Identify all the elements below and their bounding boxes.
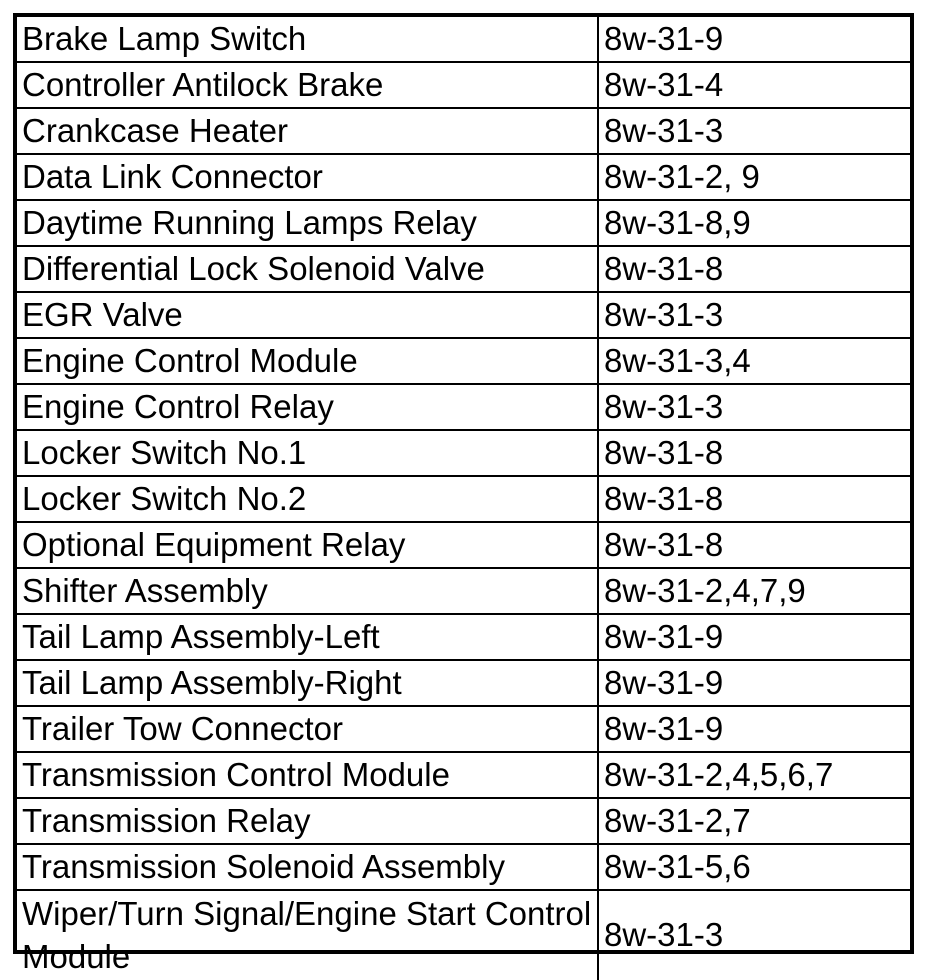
component-name-cell: Tail Lamp Assembly-Right bbox=[17, 660, 598, 706]
page-reference-cell: 8w-31-2,4,7,9 bbox=[598, 568, 910, 614]
component-name-cell: Optional Equipment Relay bbox=[17, 522, 598, 568]
component-name-cell: Engine Control Relay bbox=[17, 384, 598, 430]
page-reference-cell: 8w-31-4 bbox=[598, 62, 910, 108]
component-name-cell: Brake Lamp Switch bbox=[17, 17, 598, 62]
page-reference-cell: 8w-31-9 bbox=[598, 614, 910, 660]
page-reference-cell: 8w-31-3,4 bbox=[598, 338, 910, 384]
table-row bbox=[17, 522, 910, 568]
table-row bbox=[17, 246, 910, 292]
page-reference-cell: 8w-31-8 bbox=[598, 430, 910, 476]
table-row bbox=[17, 17, 910, 62]
page-reference-cell: 8w-31-9 bbox=[598, 706, 910, 752]
component-name-cell: Differential Lock Solenoid Valve bbox=[17, 246, 598, 292]
table-row bbox=[17, 108, 910, 154]
component-index-table bbox=[17, 17, 910, 980]
component-name-cell: Transmission Relay bbox=[17, 798, 598, 844]
table-row bbox=[17, 154, 910, 200]
page-reference-cell: 8w-31-3 bbox=[598, 108, 910, 154]
component-name-cell: Daytime Running Lamps Relay bbox=[17, 200, 598, 246]
component-name-cell: Tail Lamp Assembly-Left bbox=[17, 614, 598, 660]
page-reference-cell: 8w-31-9 bbox=[598, 660, 910, 706]
component-name-cell: Wiper/Turn Signal/Engine Start Control Module bbox=[17, 890, 598, 980]
component-name-cell: Shifter Assembly bbox=[17, 568, 598, 614]
table-row bbox=[17, 430, 910, 476]
table-row bbox=[17, 798, 910, 844]
component-name-cell: Controller Antilock Brake bbox=[17, 62, 598, 108]
table-row bbox=[17, 614, 910, 660]
component-index-frame bbox=[13, 13, 914, 976]
component-name-cell: Data Link Connector bbox=[17, 154, 598, 200]
page-reference-cell: 8w-31-3 bbox=[598, 890, 910, 980]
page-reference-cell: 8w-31-3 bbox=[598, 384, 910, 430]
component-name-cell: Transmission Solenoid Assembly bbox=[17, 844, 598, 890]
table-row bbox=[17, 844, 910, 890]
table-row bbox=[17, 338, 910, 384]
table-row bbox=[17, 568, 910, 614]
page-reference-cell: 8w-31-8 bbox=[598, 246, 910, 292]
table-row bbox=[17, 476, 910, 522]
page-reference-cell: 8w-31-5,6 bbox=[598, 844, 910, 890]
table-row bbox=[17, 660, 910, 706]
page-reference-cell: 8w-31-8 bbox=[598, 522, 910, 568]
table-row bbox=[17, 890, 910, 980]
page-reference-cell: 8w-31-8,9 bbox=[598, 200, 910, 246]
component-name-cell: EGR Valve bbox=[17, 292, 598, 338]
component-name-cell: Crankcase Heater bbox=[17, 108, 598, 154]
page-reference-cell: 8w-31-2,4,5,6,7 bbox=[598, 752, 910, 798]
page-reference-cell: 8w-31-2, 9 bbox=[598, 154, 910, 200]
component-name-cell: Locker Switch No.1 bbox=[17, 430, 598, 476]
component-name-cell: Transmission Control Module bbox=[17, 752, 598, 798]
table-row bbox=[17, 200, 910, 246]
component-name-cell: Engine Control Module bbox=[17, 338, 598, 384]
component-name-cell: Locker Switch No.2 bbox=[17, 476, 598, 522]
table-row bbox=[17, 752, 910, 798]
table-row bbox=[17, 384, 910, 430]
page-reference-cell: 8w-31-9 bbox=[598, 17, 910, 62]
table-row bbox=[17, 62, 910, 108]
component-name-cell: Trailer Tow Connector bbox=[17, 706, 598, 752]
page-reference-cell: 8w-31-2,7 bbox=[598, 798, 910, 844]
page-reference-cell: 8w-31-8 bbox=[598, 476, 910, 522]
page-reference-cell: 8w-31-3 bbox=[598, 292, 910, 338]
table-row bbox=[17, 292, 910, 338]
table-row bbox=[17, 706, 910, 752]
